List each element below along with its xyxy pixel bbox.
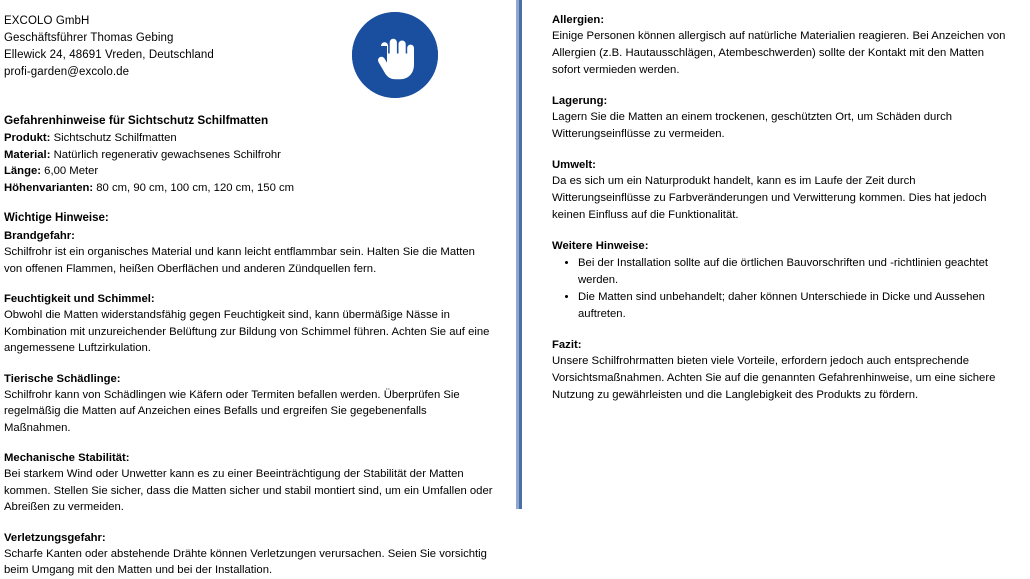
section-text-stabilitaet: Bei starkem Wind oder Unwetter kann es zu einer Beeinträchtigung der Stabilität der Matten kommen. Stellen Sie sicher, dass die Matten sicher und stabil montiert sind, um ein Umfallen oder Abreißen zu vermeiden. [4,468,493,513]
document-header [4,10,494,98]
page-title: Gefahrenhinweise für Sichtschutz Schilfmatten [4,113,269,127]
meta-product-value: Sichtschutz Schilfmatten [50,132,177,144]
meta-material-value: Natürlich regenerativ gewachsenes Schilfrohr [50,148,281,161]
conclusion-text: Unsere Schilfrohrmatten bieten viele Vorteile, erfordern jedoch auch entsprechende Vorsichtsmaßnahmen. Achten Sie auf die genannten Gefahrenhinweise, um eine sichere Nutzung zu gewährleisten und die Langlebigkeit des Produkts zu fördern. [552,355,996,401]
section-text-verletzungsgefahr: Scharfe Kanten oder abstehende Drähte können Verletzungen verursachen. Seien Sie vorsichtig beim Umgang mit den Matten und bei der Installation. [4,547,487,576]
meta-heights-value: 80 cm, 90 cm, 100 cm, 120 cm, 150 cm [93,181,295,194]
section-text-lagerung: Lagern Sie die Matten an einem trockenen, geschützten Ort, um Schäden durch Witterungseinflüsse zu vermeiden. [552,111,953,140]
important-notes-heading: Wichtige Hinweise: [4,212,109,224]
company-info [4,10,214,81]
company-email: profi-garden@excolo.de [4,66,130,78]
further-notes-list [552,255,1013,323]
section-text-umwelt: Da es sich um ein Naturprodukt handelt, kann es im Laufe der Zeit durch Witterungseinflüsse zu Farbveränderungen und Verwitterung kommen. Dies hat jedoch keinen Einfluss auf die Funktionalität. [552,175,987,221]
section-title-stabilitaet: Mechanische Stabilität: [4,452,130,464]
section-title-brandgefahr: Brandgefahr: [4,230,75,242]
section-title-feuchtigkeit: Feuchtigkeit und Schimmel: [4,293,155,305]
meta-heights-label: Höhenvarianten: [4,181,94,194]
meta-product [4,130,494,147]
section-text-schaedlinge: Schilfrohr kann von Schädlingen wie Käfern oder Termiten befallen werden. Überprüfen Sie regelmäßig die Matten auf Anzeichen eines Befalls und ergreifen Sie gegebenenfalls Maßnahmen. [4,388,460,434]
meta-material [4,147,494,164]
meta-heights [4,180,494,197]
meta-length-label: Länge: [4,165,42,177]
conclusion-heading: Fazit: [552,339,582,351]
protective-gloves-icon [352,12,438,98]
section-title-umwelt: Umwelt: [552,159,596,171]
section-title-schaedlinge: Tierische Schädlinge: [4,372,121,385]
company-name: EXCOLO GmbH [4,15,90,27]
meta-length-value: 6,00 Meter [41,165,99,177]
section-text-brandgefahr: Schilfrohr ist ein organisches Material und kann leicht entflammbar sein. Halten Sie die Matten von offenen Flammen, heißen Oberflächen und anderen Zündquellen fern. [4,246,475,275]
left-column [0,0,516,576]
section-title-lagerung: Lagerung: [552,95,608,107]
company-address: Ellewick 24, 48691 Vreden, Deutschland [4,49,214,61]
list-item: • Die Matten sind unbehandelt; daher können Unterschiede in Dicke und Aussehen auftreten. [578,289,1013,323]
further-notes-heading: Weitere Hinweise: [552,240,649,252]
column-divider-inner [516,0,519,509]
right-column [522,0,1027,509]
meta-product-label: Produkt: [4,132,51,144]
section-text-feuchtigkeit: Obwohl die Matten widerstandsfähig gegen Feuchtigkeit sind, kann übermäßige Nässe in Kombination mit unzureichender Belüftung zur Bildung von Schimmel führen. Achten Sie auf eine angemessene Luftzirkulation. [4,309,490,354]
section-text-allergien: Einige Personen können allergisch auf natürliche Materialien reagieren. Bei Anzeichen von Allergien (z.B. Hautausschlägen, Atembeschwerden) sollte der Kontakt mit den Matten sofort vermieden werden. [552,30,1006,76]
company-manager: Geschäftsführer Thomas Gebing [4,32,174,44]
section-title-verletzungsgefahr: Verletzungsgefahr: [4,531,106,544]
list-item: • Bei der Installation sollte auf die örtlichen Bauvorschriften und -richtlinien geachtet werden. [578,255,1013,289]
meta-length [4,163,494,180]
section-title-allergien: Allergien: [552,14,605,26]
meta-material-label: Material: [4,148,51,161]
